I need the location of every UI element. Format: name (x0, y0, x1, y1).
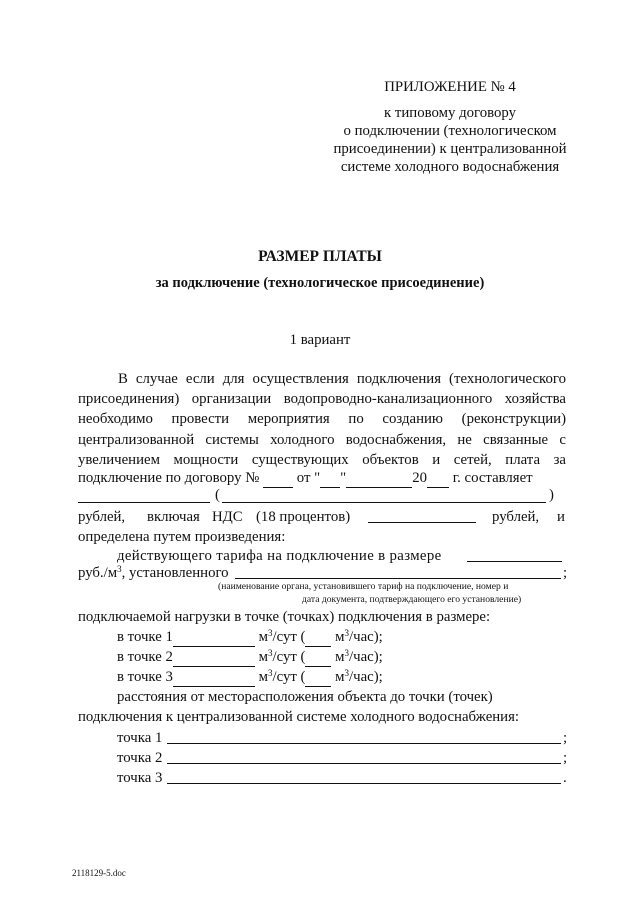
distance-point-blank[interactable] (167, 763, 561, 764)
amount-close-paren: ) (549, 487, 554, 503)
load-text: подключаемой нагрузки в точке (точках) подключения в размере: (78, 609, 491, 625)
paragraph-line: присоединения) организации водопроводно-канализационного хозяйства (78, 391, 566, 407)
paragraph-line: необходимо провести мероприятия по созданию (реконструкции) (78, 411, 566, 427)
subtitle-line: к типовому договору (384, 105, 516, 121)
amount-words-blank[interactable] (222, 502, 546, 503)
unit-m: м (335, 669, 345, 685)
contract-year-blank[interactable] (427, 469, 449, 488)
unit-per-hour: /час) (349, 649, 379, 665)
determined-text: определена путем произведения: (78, 529, 286, 545)
unit-per-day: /сут ( (272, 629, 306, 645)
vat-amount-blank[interactable] (368, 522, 476, 523)
unit-per-day: /сут ( (272, 649, 306, 665)
unit-m: м (258, 649, 268, 665)
tariff-value-blank[interactable] (467, 561, 562, 562)
point-row-1 (117, 628, 383, 647)
paragraph-line: В случае если для осуществления подключения (технологического (118, 371, 566, 387)
authority-blank[interactable] (235, 578, 561, 579)
variant-label: 1 вариант (289, 332, 351, 348)
unit-m: м (258, 629, 268, 645)
contract-line (78, 469, 533, 488)
distance-point-blank[interactable] (167, 743, 561, 744)
unit-exp: 3 (117, 564, 122, 574)
contract-suffix: г. составляет (452, 470, 533, 486)
point-end: ; (378, 629, 383, 645)
vat-rubles-2: рублей, (492, 509, 540, 525)
contract-prefix: подключение по договору № (78, 470, 260, 486)
contract-day-blank[interactable] (320, 469, 340, 488)
vat-rubles: рублей, (78, 509, 126, 525)
point-hour-blank[interactable] (305, 628, 331, 647)
unit-end: ; (563, 565, 568, 581)
vat-and: и (557, 509, 565, 525)
distance-point-blank[interactable] (167, 783, 561, 784)
vat-including: включая (147, 509, 200, 525)
note-line: дата документа, подтверждающего его установление) (302, 594, 522, 605)
distance-point-end: . (563, 770, 567, 786)
unit-exp: 3 (267, 668, 273, 678)
contract-from: от " (296, 470, 321, 486)
point-end: ; (378, 649, 383, 665)
contract-quote: " (340, 470, 347, 486)
appendix-subtitle (300, 104, 600, 176)
distance-point-label: точка 2 (117, 750, 163, 766)
point-row-3 (117, 668, 383, 687)
unit-m: м (258, 669, 268, 685)
point-hour-blank[interactable] (305, 648, 331, 667)
point-day-blank[interactable] (173, 668, 255, 687)
point-label: в точке 1 (117, 629, 173, 645)
document-title: РАЗМЕР ПЛАТЫ (258, 248, 382, 265)
paragraph-line: увеличением мощности существующих объектов и сетей, плата за (78, 452, 566, 468)
tariff-text: действующего тарифа на подключение в размере (117, 548, 442, 564)
document-subtitle: за подключение (технологическое присоединение) (155, 275, 485, 291)
distance-line: расстояния от месторасположения объекта до точки (точек) (117, 689, 493, 705)
point-end: ; (378, 669, 383, 685)
unit-exp: 3 (344, 648, 350, 658)
unit-exp: 3 (267, 648, 273, 658)
vat-percent: (18 процентов) (256, 509, 351, 525)
distance-point-label: точка 3 (117, 770, 163, 786)
point-hour-blank[interactable] (305, 668, 331, 687)
subtitle-line: системе холодного водоснабжения (340, 159, 560, 175)
distance-point-label: точка 1 (117, 730, 163, 746)
appendix-title: ПРИЛОЖЕНИЕ № 4 (384, 79, 516, 95)
unit-m: м (335, 649, 345, 665)
vat-label: НДС (212, 509, 243, 525)
note-line: (наименование органа, установившего тариф на подключение, номер и (218, 581, 509, 592)
unit-exp: 3 (267, 628, 273, 638)
unit-prefix: руб./м (78, 565, 118, 581)
unit-per-hour: /час) (349, 669, 379, 685)
distance-line: подключения к централизованной системе холодного водоснабжения: (78, 709, 520, 725)
point-row-2 (117, 648, 383, 667)
distance-point-end: ; (563, 750, 568, 766)
unit-m: м (335, 629, 345, 645)
unit-exp: 3 (344, 628, 350, 638)
point-label: в точке 3 (117, 669, 173, 685)
unit-established: , установленного (121, 565, 229, 581)
unit-per-hour: /час) (349, 629, 379, 645)
point-day-blank[interactable] (173, 628, 255, 647)
subtitle-line: присоединении) к централизованной (333, 141, 567, 157)
contract-month-blank[interactable] (346, 469, 412, 488)
contract-year: 20 (412, 470, 428, 486)
amount-digits-blank[interactable] (78, 502, 210, 503)
contract-number-blank[interactable] (263, 469, 293, 488)
point-day-blank[interactable] (173, 648, 255, 667)
subtitle-line: о подключении (технологическом (343, 123, 557, 139)
paragraph-line: централизованной системы холодного водоснабжения, не связанные с (78, 432, 566, 448)
unit-exp: 3 (344, 668, 350, 678)
file-name-footer: 2118129-5.doc (72, 868, 126, 878)
point-label: в точке 2 (117, 649, 173, 665)
distance-point-end: ; (563, 730, 568, 746)
amount-open-paren: ( (215, 487, 220, 503)
unit-per-day: /сут ( (272, 669, 306, 685)
unit-line (78, 564, 229, 582)
